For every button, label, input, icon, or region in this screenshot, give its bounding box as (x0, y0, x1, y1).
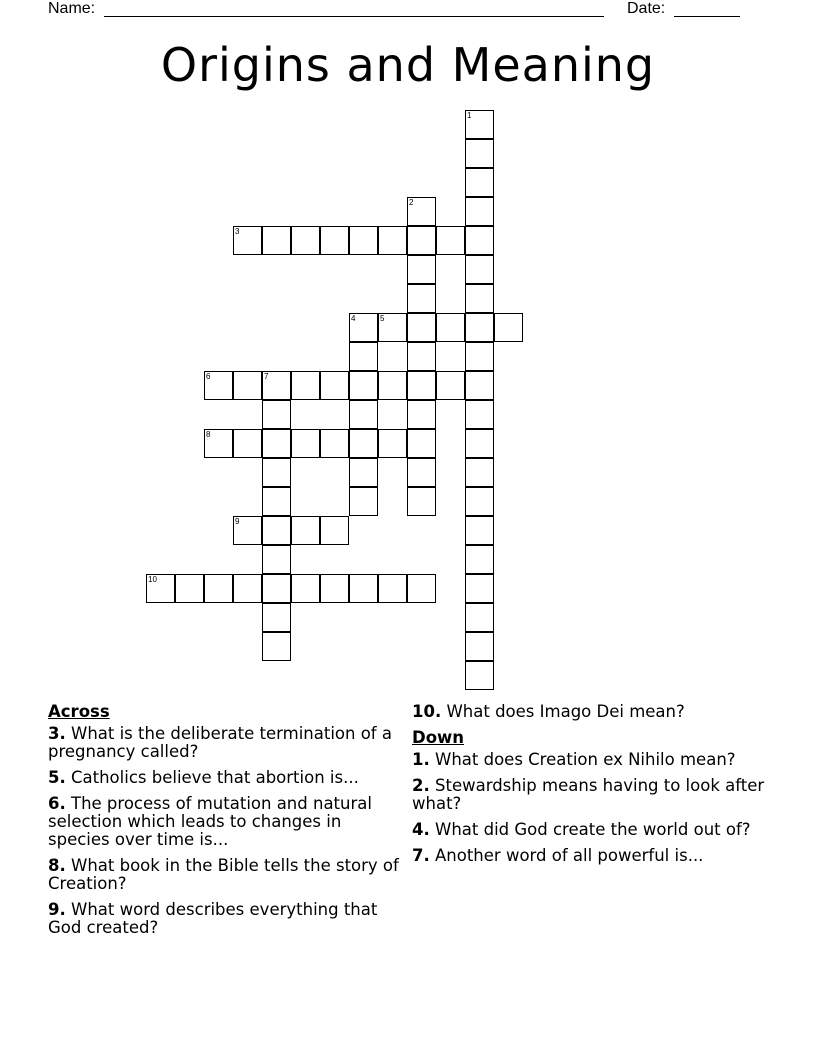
grid-cell[interactable] (378, 226, 407, 255)
clue-across-5 (48, 769, 403, 787)
grid-cell[interactable] (233, 429, 262, 458)
down-heading: Down (412, 728, 465, 747)
grid-cell[interactable] (320, 226, 349, 255)
clue-across-9 (48, 901, 403, 937)
grid-cell[interactable] (465, 313, 494, 342)
grid-cell[interactable] (407, 371, 436, 400)
clue-number: 7. (412, 846, 430, 865)
grid-cell[interactable] (407, 313, 436, 342)
grid-cell[interactable] (465, 139, 494, 168)
grid-cell[interactable] (465, 516, 494, 545)
cell-number: 2 (409, 198, 414, 207)
grid-cell[interactable] (407, 429, 436, 458)
grid-cell[interactable] (262, 574, 291, 603)
cell-number: 9 (235, 517, 240, 526)
clue-text: Stewardship means having to look after what? (412, 776, 765, 813)
grid-cell[interactable] (465, 487, 494, 516)
grid-cell[interactable] (378, 429, 407, 458)
clue-text: What word describes everything that God created? (48, 900, 378, 937)
grid-cell[interactable] (233, 516, 262, 545)
grid-cell[interactable] (465, 429, 494, 458)
grid-cell[interactable] (407, 458, 436, 487)
page-title: Origins and Meaning (160, 38, 656, 92)
grid-cell[interactable] (465, 661, 494, 690)
grid-cell[interactable] (320, 371, 349, 400)
grid-cell[interactable] (465, 226, 494, 255)
clue-across-6 (48, 795, 403, 849)
grid-cell[interactable] (233, 226, 262, 255)
cell-number: 3 (235, 227, 240, 236)
grid-cell[interactable] (291, 226, 320, 255)
grid-cell[interactable] (378, 313, 407, 342)
grid-cell[interactable] (436, 313, 465, 342)
grid-cell[interactable] (407, 574, 436, 603)
grid-cell[interactable] (233, 371, 262, 400)
grid-cell[interactable] (465, 400, 494, 429)
grid-cell[interactable] (291, 574, 320, 603)
grid-cell[interactable] (204, 429, 233, 458)
grid-cell[interactable] (349, 487, 378, 516)
grid-cell[interactable] (262, 545, 291, 574)
name-label: Name: (48, 0, 96, 17)
grid-cell[interactable] (349, 226, 378, 255)
clue-down-1 (412, 751, 767, 769)
grid-cell[interactable] (407, 226, 436, 255)
clue-text: What did God create the world out of? (435, 820, 751, 839)
grid-cell[interactable] (407, 284, 436, 313)
clue-number: 2. (412, 776, 430, 795)
grid-cell[interactable] (262, 632, 291, 661)
grid-cell[interactable] (465, 342, 494, 371)
clue-number: 10. (412, 702, 442, 721)
grid-cell[interactable] (262, 429, 291, 458)
clue-number: 5. (48, 768, 66, 787)
grid-cell[interactable] (465, 197, 494, 226)
grid-cell[interactable] (349, 400, 378, 429)
clue-text: Catholics believe that abortion is... (71, 768, 359, 787)
grid-cell[interactable] (407, 487, 436, 516)
grid-cell[interactable] (291, 429, 320, 458)
clue-text: What does Creation ex Nihilo mean? (435, 750, 736, 769)
grid-cell[interactable] (436, 226, 465, 255)
grid-cell[interactable] (465, 458, 494, 487)
grid-cell[interactable] (175, 574, 204, 603)
grid-cell[interactable] (378, 371, 407, 400)
clue-number: 6. (48, 794, 66, 813)
grid-cell[interactable] (291, 371, 320, 400)
cell-number: 7 (264, 372, 269, 381)
clue-number: 9. (48, 900, 66, 919)
grid-cell[interactable] (262, 603, 291, 632)
grid-cell[interactable] (349, 313, 378, 342)
grid-cell[interactable] (465, 110, 494, 139)
cell-number: 8 (206, 430, 211, 439)
grid-cell[interactable] (465, 284, 494, 313)
across-heading: Across (48, 702, 110, 721)
grid-cell[interactable] (349, 429, 378, 458)
grid-cell[interactable] (407, 255, 436, 284)
clue-number: 4. (412, 820, 430, 839)
clues-right-column (412, 703, 767, 873)
grid-cell[interactable] (262, 487, 291, 516)
grid-cell[interactable] (407, 400, 436, 429)
grid-cell[interactable] (349, 371, 378, 400)
cell-number: 6 (206, 372, 211, 381)
grid-cell[interactable] (204, 574, 233, 603)
clue-number: 1. (412, 750, 430, 769)
grid-cell[interactable] (146, 574, 175, 603)
cell-number: 4 (351, 314, 356, 323)
grid-cell[interactable] (436, 371, 465, 400)
grid-cell[interactable] (465, 603, 494, 632)
grid-cell[interactable] (349, 574, 378, 603)
grid-cell[interactable] (320, 516, 349, 545)
clue-down-7 (412, 847, 767, 865)
clue-number: 8. (48, 856, 66, 875)
grid-cell[interactable] (465, 371, 494, 400)
clue-text: The process of mutation and natural selection which leads to changes in species over time is... (48, 794, 372, 849)
clue-across-8 (48, 857, 403, 893)
date-label: Date: (627, 0, 666, 17)
cell-number: 10 (148, 575, 157, 584)
grid-cell[interactable] (262, 371, 291, 400)
grid-cell[interactable] (349, 342, 378, 371)
grid-cell[interactable] (407, 342, 436, 371)
clue-across-3 (48, 725, 403, 761)
grid-cell[interactable] (465, 545, 494, 574)
grid-cell[interactable] (320, 429, 349, 458)
clue-number: 3. (48, 724, 66, 743)
grid-cell[interactable] (349, 458, 378, 487)
clues-left-column (48, 703, 403, 945)
grid-cell[interactable] (262, 400, 291, 429)
grid-cell[interactable] (378, 574, 407, 603)
cell-number: 1 (467, 111, 472, 120)
grid-cell[interactable] (291, 516, 320, 545)
grid-cell[interactable] (465, 255, 494, 284)
clue-down-4 (412, 821, 767, 839)
clue-text: What is the deliberate termination of a pregnancy called? (48, 724, 392, 761)
grid-cell[interactable] (204, 371, 233, 400)
clue-across-10 (412, 703, 767, 721)
grid-cell[interactable] (262, 516, 291, 545)
grid-cell[interactable] (465, 574, 494, 603)
grid-cell[interactable] (262, 226, 291, 255)
grid-cell[interactable] (320, 574, 349, 603)
grid-cell[interactable] (233, 574, 262, 603)
grid-cell[interactable] (494, 313, 523, 342)
clue-text: What book in the Bible tells the story of Creation? (48, 856, 399, 893)
cell-number: 5 (380, 314, 385, 323)
clue-down-2 (412, 777, 767, 813)
clue-text: Another word of all powerful is... (435, 846, 704, 865)
grid-cell[interactable] (465, 632, 494, 661)
grid-cell[interactable] (465, 168, 494, 197)
grid-cell[interactable] (262, 458, 291, 487)
grid-cell[interactable] (407, 197, 436, 226)
clue-text: What does Imago Dei mean? (446, 702, 685, 721)
